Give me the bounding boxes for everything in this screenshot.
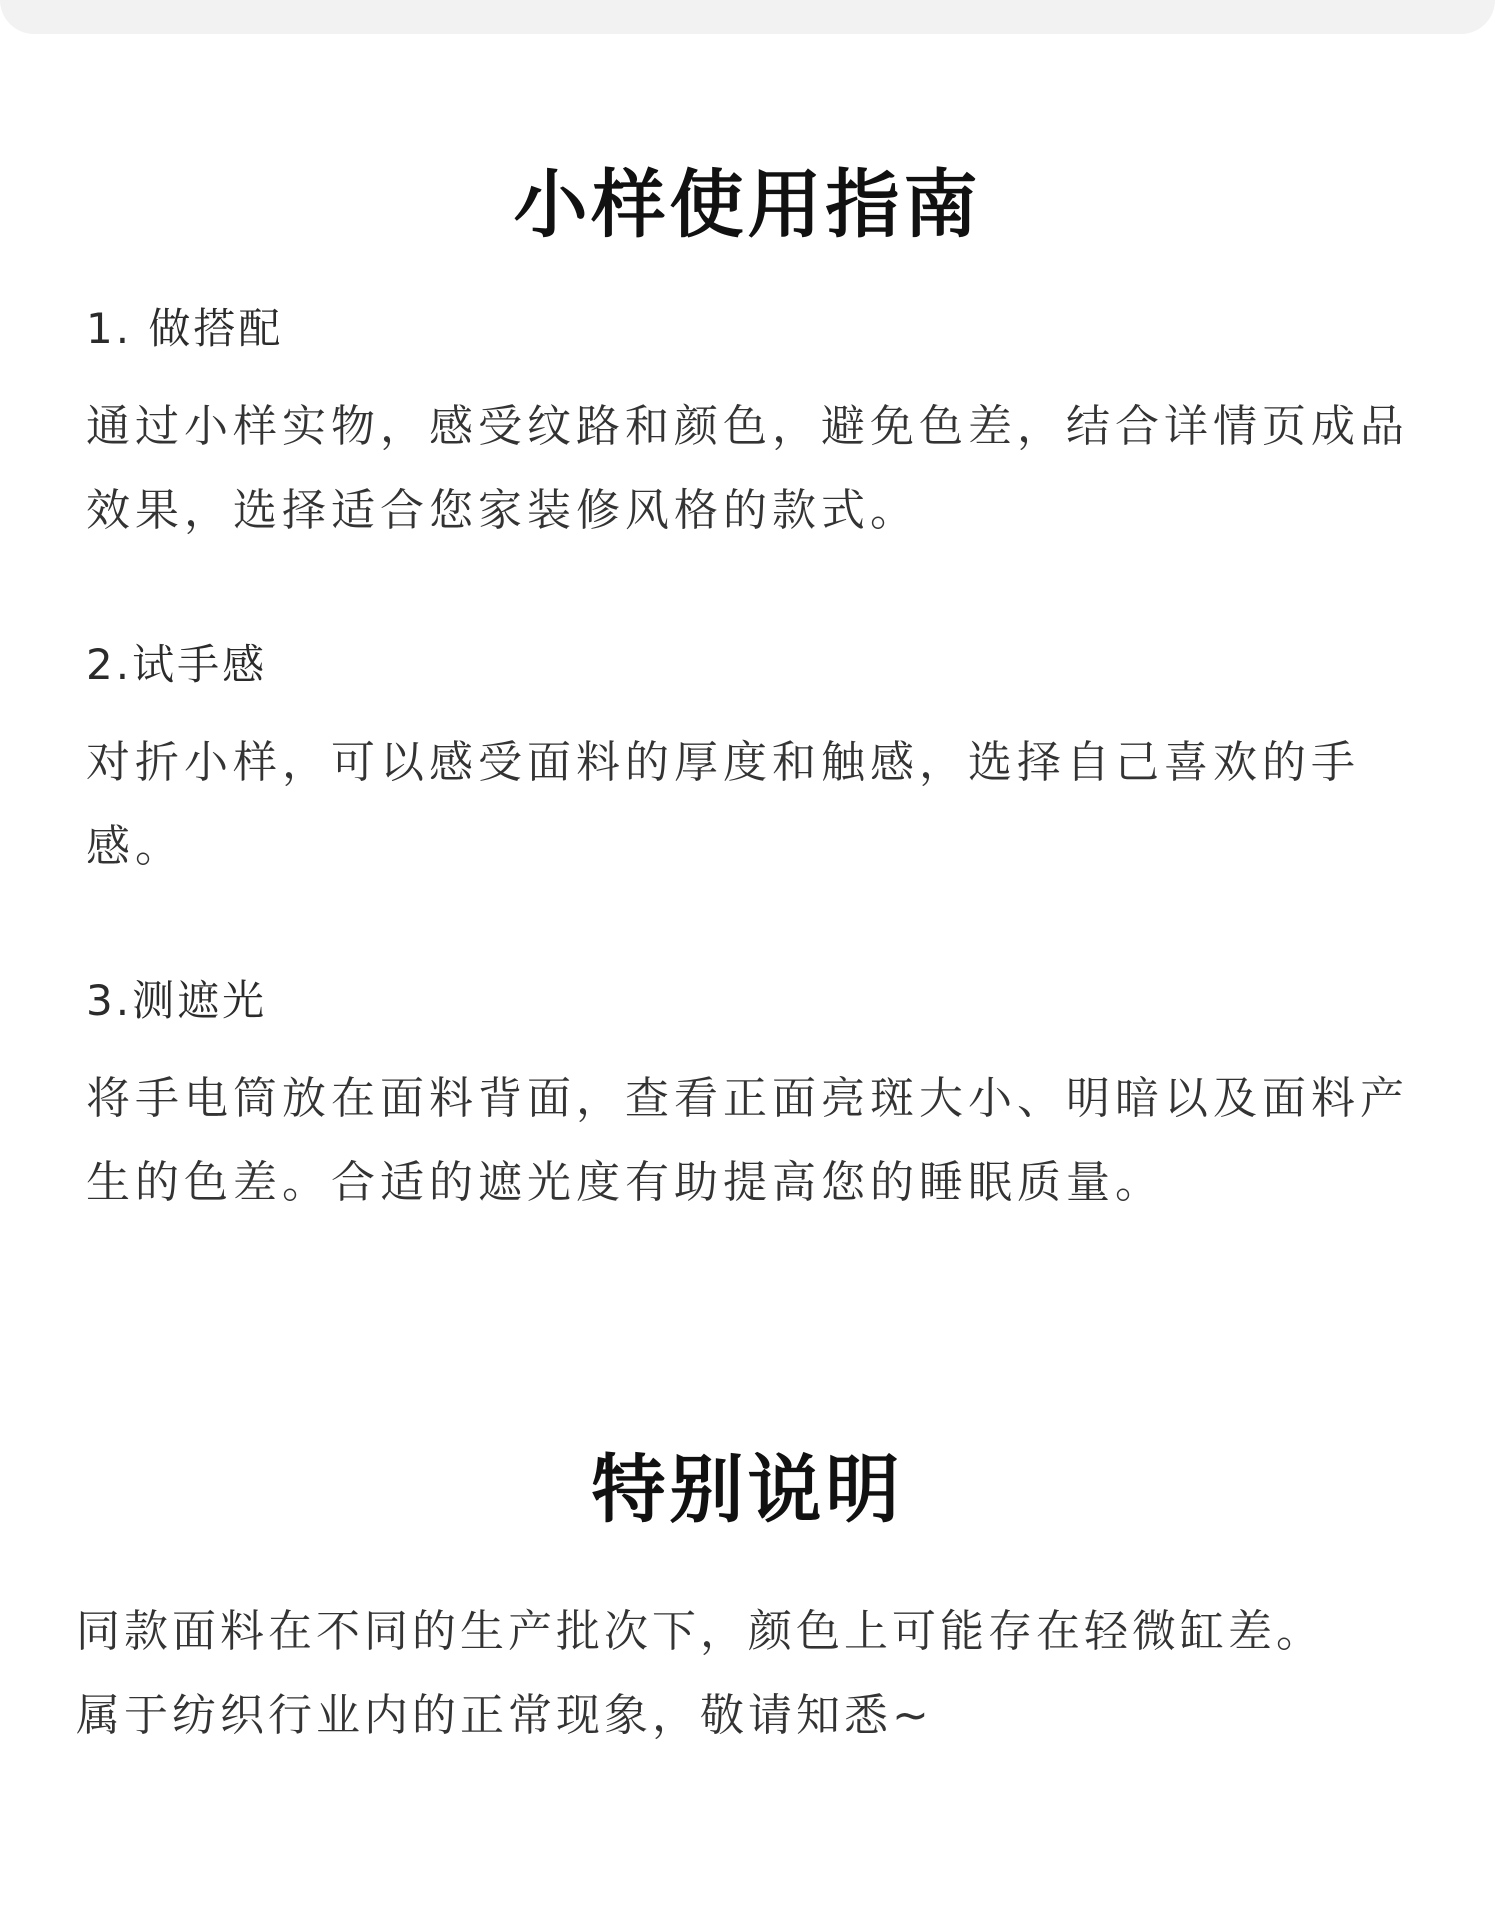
special-note — [76, 1590, 1416, 1758]
guide-item-heading: 3.测遮光 — [86, 976, 268, 1025]
note-line: 同款面料在不同的生产批次下，颜色上可能存在轻微缸差。 — [76, 1606, 1324, 1657]
guide-title: 小样使用指南 — [513, 162, 982, 248]
guide-item-blackout — [86, 973, 1416, 1225]
guide-item-heading: 1. 做搭配 — [86, 304, 284, 353]
guide-item-body: 通过小样实物，感受纹路和颜色，避免色差，结合详情页成品效果，选择适合您家装修风格的款式。 — [86, 401, 1409, 536]
guide-item-heading: 2.试手感 — [86, 640, 268, 689]
special-note-title: 特别说明 — [591, 1447, 904, 1533]
guide-item-matching — [86, 301, 1416, 553]
guide-item-body: 将手电筒放在面料背面，查看正面亮斑大小、明暗以及面料产生的色差。合适的遮光度有助提高您的睡眠质量。 — [86, 1073, 1409, 1208]
guide-item-texture — [86, 637, 1416, 889]
guide-item-body: 对折小样，可以感受面料的厚度和触感，选择自己喜欢的手感。 — [86, 737, 1360, 872]
note-line: 属于纺织行业内的正常现象，敬请知悉~ — [76, 1690, 933, 1741]
